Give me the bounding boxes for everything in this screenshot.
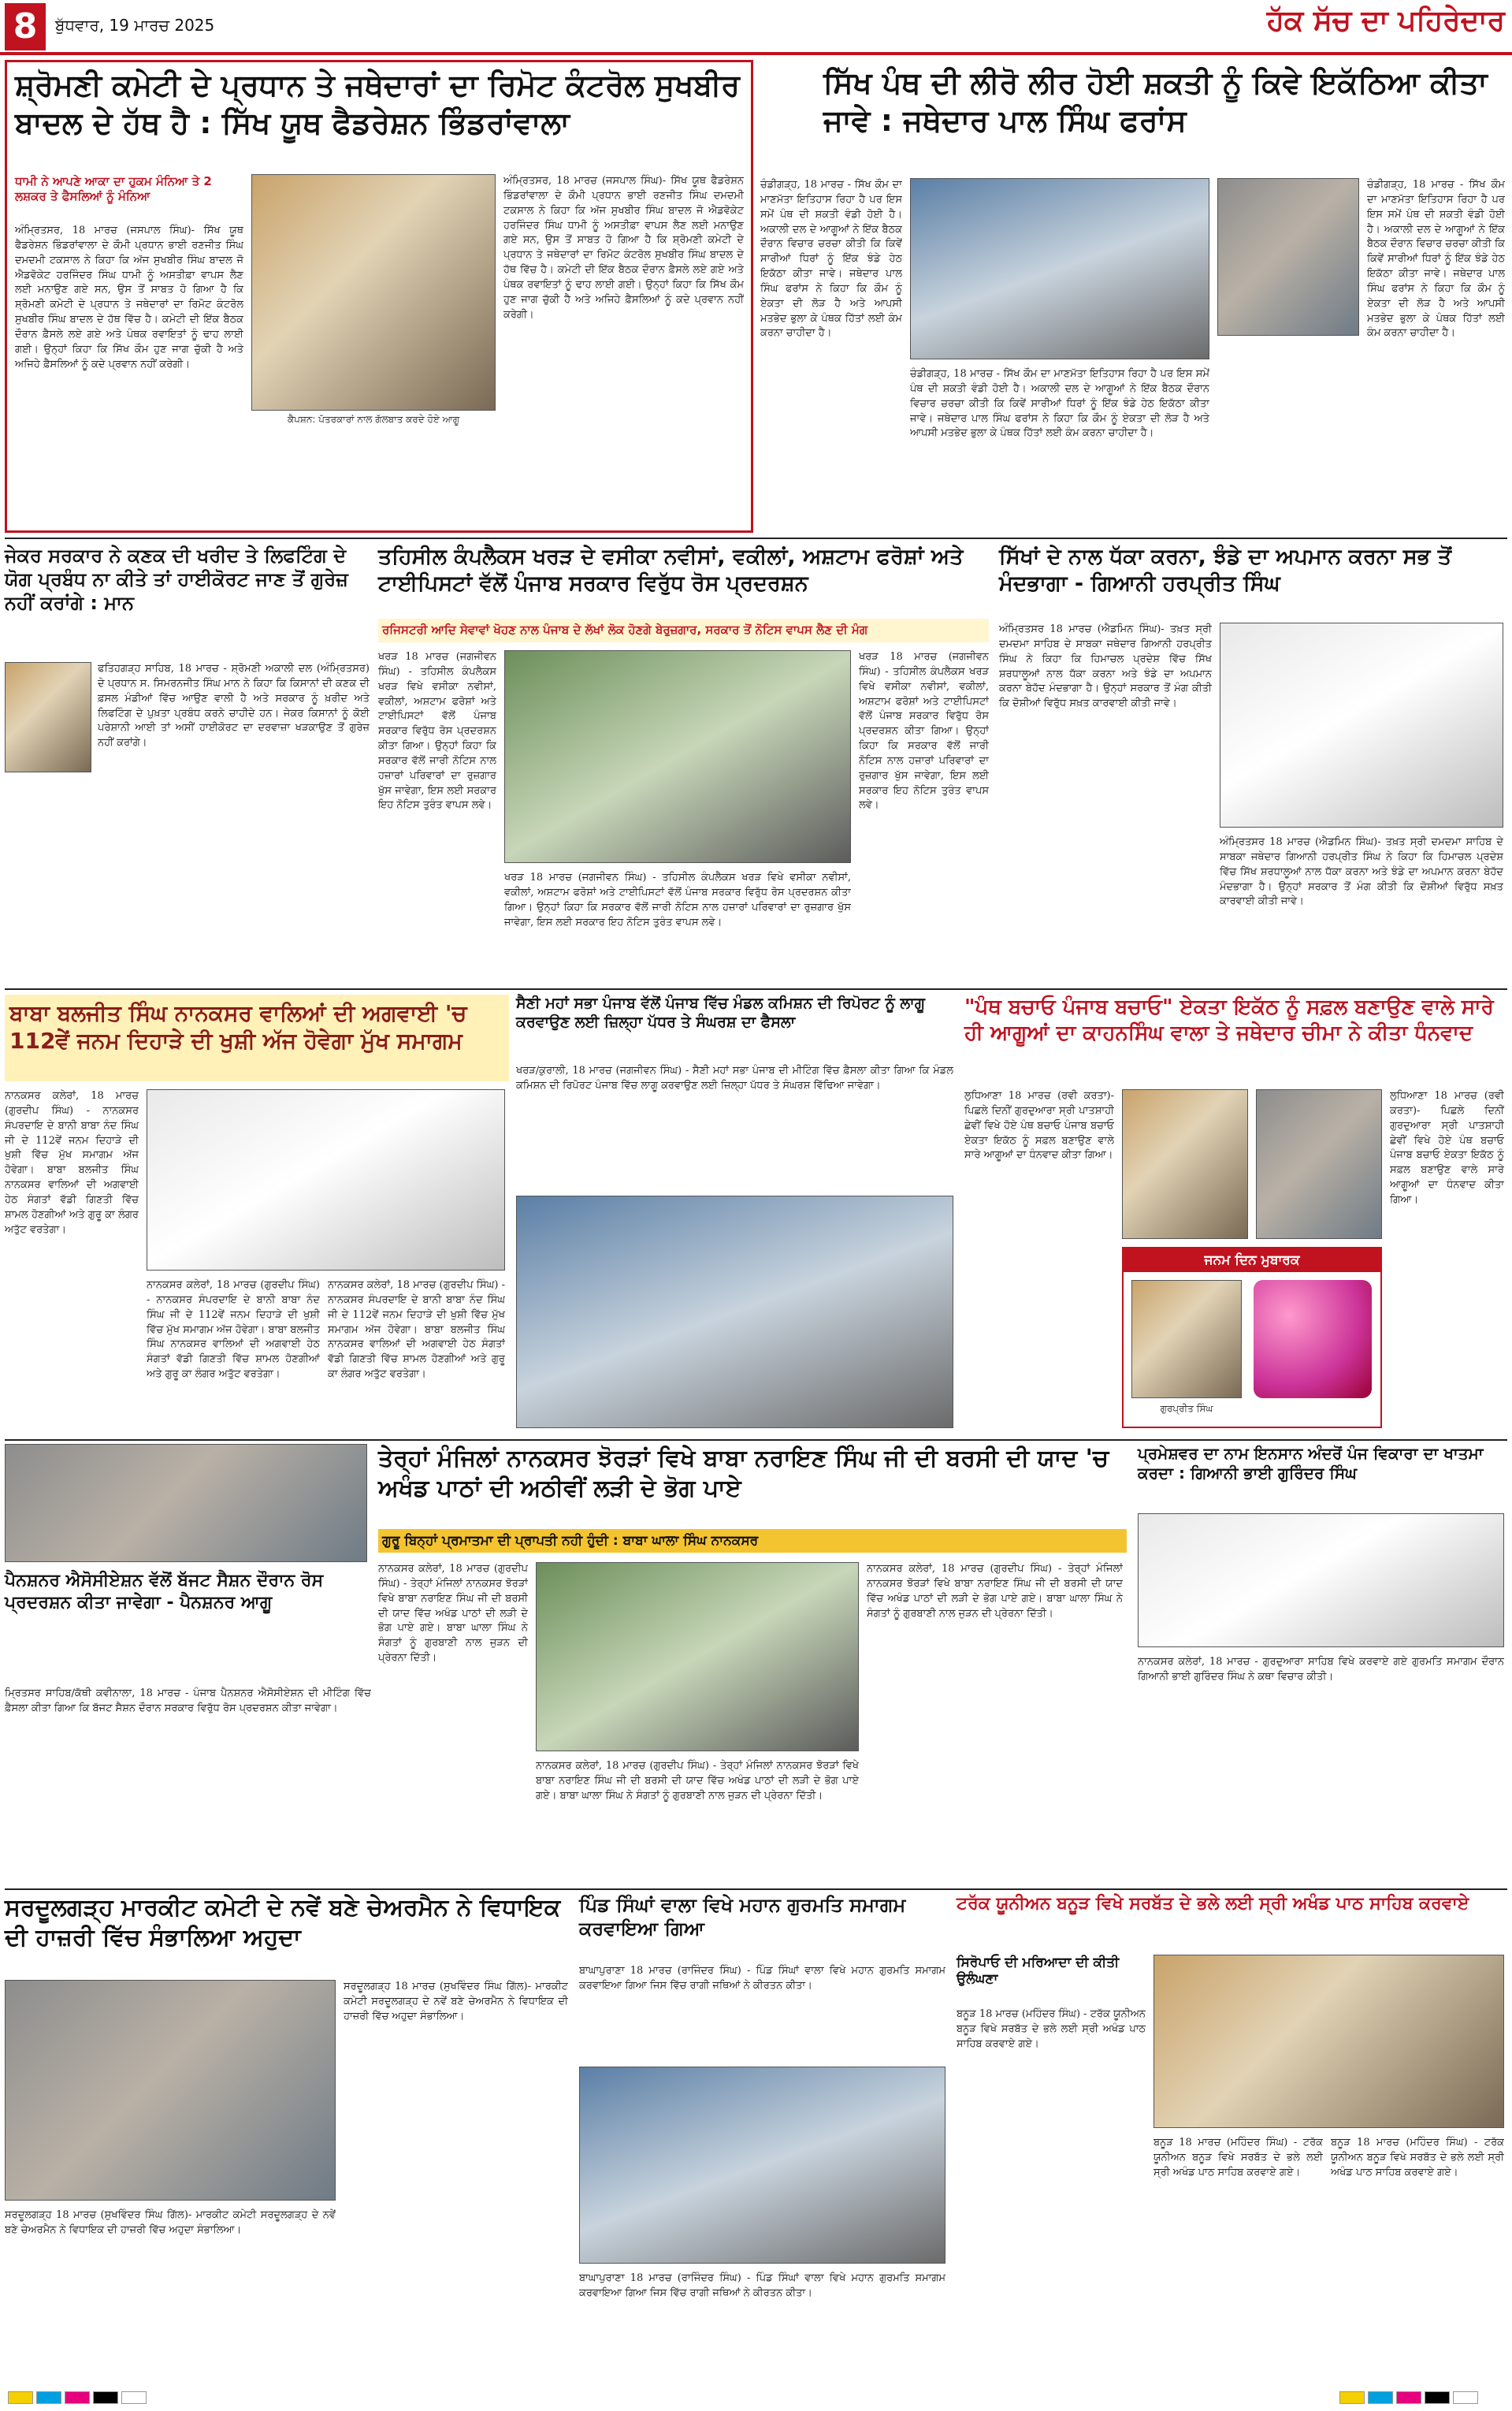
story-photo [147, 1089, 505, 1271]
issue-date: ਬੁੱਧਵਾਰ, 19 ਮਾਰਚ 2025 [55, 16, 215, 35]
story-body: ਖਰੜ 18 ਮਾਰਚ (ਜਗਜੀਵਨ ਸਿੰਘ) - ਤਹਿਸੀਲ ਕੰਪਲੈਕਸ ਖਰੜ ਵਿਖੇ ਵਸੀਕਾ ਨਵੀਸਾਂ, ਵਕੀਲਾਂ, ਅਸ਼ਟਾਮ ਫਰੋਸ਼ਾਂ ਅਤੇ ਟਾਈਪਿਸਟਾਂ ਵੱਲੋਂ ਪੰਜਾਬ ਸਰਕਾਰ ਵਿਰੁੱਧ ਰੋਸ ਪ੍ਰਦਰਸ਼ਨ ਕੀਤਾ ਗਿਆ। ਉਨ੍ਹਾਂ ਕਿਹਾ ਕਿ ਸਰਕਾਰ ਵੱਲੋਂ ਜਾਰੀ ਨੋਟਿਸ ਨਾਲ ਹਜ਼ਾਰਾਂ ਪਰਿਵਾਰਾਂ ਦਾ ਰੁਜ਼ਗਾਰ ਖੁੱਸ ਜਾਵੇਗਾ, ਇਸ ਲਈ ਸਰਕਾਰ ਇਹ ਨੋਟਿਸ ਤੁਰੰਤ ਵਾਪਸ ਲਵੇ। [378, 651, 496, 812]
story-body-col3: ਬਨੂੜ 18 ਮਾਰਚ (ਮਹਿੰਦਰ ਸਿੰਘ) - ਟਰੱਕ ਯੂਨੀਅਨ ਬਨੂੜ ਵਿਖੇ ਸਰਬੱਤ ਦੇ ਭਲੇ ਲਈ ਸ੍ਰੀ ਅਖੰਡ ਪਾਠ ਸਾਹਿਬ ਕਰਵਾਏ ਗਏ। [1331, 2137, 1504, 2178]
kicker: ਧਾਮੀ ਨੇ ਆਪਣੇ ਆਕਾ ਦਾ ਹੁਕਮ ਮੰਨਿਆ ਤੇ 2 ਲਸ਼ਕਰ ਤੇ ਫੈਸਲਿਆਂ ਨੂੰ ਮੰਨਿਆ [15, 174, 212, 203]
story-photo [251, 174, 496, 411]
divider [5, 1439, 1507, 1441]
story-s9 [378, 1444, 1131, 1885]
story-photo [516, 1196, 953, 1428]
headline: ਸਰਦੂਲਗੜ੍ਹ ਮਾਰਕੀਟ ਕਮੇਟੀ ਦੇ ਨਵੇਂ ਬਣੇ ਚੇਅਰਮੈਨ ਨੇ ਵਿਧਾਇਕ ਦੀ ਹਾਜ਼ਰੀ ਵਿੱਚ ਸੰਭਾਲਿਆ ਅਹੁਦਾ [5, 1894, 561, 1951]
color-swatch [1396, 2391, 1421, 2404]
story-photo [1122, 1089, 1248, 1239]
story-body-continued: ਨਾਨਕਸਰ ਕਲੇਰਾਂ, 18 ਮਾਰਚ (ਗੁਰਦੀਪ ਸਿੰਘ) - ਤੇਰ੍ਹਾਂ ਮੰਜਿਲਾਂ ਨਾਨਕਸਰ ਝੋਰੜਾਂ ਵਿਖੇ ਬਾਬਾ ਨਰਾਇਣ ਸਿੰਘ ਜੀ ਦੀ ਬਰਸੀ ਦੀ ਯਾਦ ਵਿੱਚ ਅਖੰਡ ਪਾਠਾਂ ਦੀ ਲੜੀ ਦੇ ਭੋਗ ਪਾਏ ਗਏ। ਬਾਬਾ ਘਾਲਾ ਸਿੰਘ ਨੇ ਸੰਗਤਾਂ ਨੂੰ ਗੁਰਬਾਣੀ ਨਾਲ ਜੁੜਨ ਦੀ ਪ੍ਰੇਰਨਾ ਦਿੱਤੀ। [536, 1760, 859, 1802]
page-number: 8 [5, 3, 46, 50]
headline: ਟਰੱਕ ਯੂਨੀਅਨ ਬਨੂੜ ਵਿਖੇ ਸਰਬੱਤ ਦੇ ਭਲੇ ਲਈ ਸ੍ਰੀ ਅਖੰਡ ਪਾਠ ਸਾਹਿਬ ਕਰਵਾਏ [957, 1894, 1469, 1914]
story-body-col3: ਨਾਨਕਸਰ ਕਲੇਰਾਂ, 18 ਮਾਰਚ (ਗੁਰਦੀਪ ਸਿੰਘ) - ਤੇਰ੍ਹਾਂ ਮੰਜਿਲਾਂ ਨਾਨਕਸਰ ਝੋਰੜਾਂ ਵਿਖੇ ਬਾਬਾ ਨਰਾਇਣ ਸਿੰਘ ਜੀ ਦੀ ਬਰਸੀ ਦੀ ਯਾਦ ਵਿੱਚ ਅਖੰਡ ਪਾਠਾਂ ਦੀ ਲੜੀ ਦੇ ਭੋਗ ਪਾਏ ਗਏ। ਬਾਬਾ ਘਾਲਾ ਸਿੰਘ ਨੇ ਸੰਗਤਾਂ ਨੂੰ ਗੁਰਬਾਣੀ ਨਾਲ ਜੁੜਨ ਦੀ ਪ੍ਰੇਰਨਾ ਦਿੱਤੀ। [867, 1563, 1123, 1620]
story-photo [536, 1562, 859, 1751]
divider [5, 988, 1507, 990]
headline: "ਪੰਥ ਬਚਾਓ ਪੰਜਾਬ ਬਚਾਓ" ਏਕਤਾ ਇਕੱਠ ਨੂੰ ਸਫ਼ਲ ਬਣਾਉਣ ਵਾਲੇ ਸਾਰੇ ਹੀ ਆਗੂਆਂ ਦਾ ਕਾਹਨਸਿੰਘ ਵਾਲਾ ਤੇ ਜਥੇਦਾਰ ਚੀਮਾ ਨੇ ਕੀਤਾ ਧੰਨਵਾਦ [964, 995, 1494, 1045]
story-s14 [957, 1893, 1507, 2366]
headline: ਬਾਬਾ ਬਲਜੀਤ ਸਿੰਘ ਨਾਨਕਸਰ ਵਾਲਿਆਂ ਦੀ ਅਗਵਾਈ 'ਚ 112ਵੇਂ ਜਨਮ ਦਿਹਾੜੇ ਦੀ ਖੁਸ਼ੀ ਅੱਜ ਹੋਵੇਗਾ ਮੁੱਖ ਸਮਾਗਮ [5, 995, 509, 1081]
headline: ਸਿੱਖਾਂ ਦੇ ਨਾਲ ਧੱਕਾ ਕਰਨਾ, ਝੰਡੇ ਦਾ ਅਪਮਾਨ ਕਰਨਾ ਸਭ ਤੋਂ ਮੰਦਭਾਗਾ - ਗਿਆਨੀ ਹਰਪ੍ਰੀਤ ਸਿੰਘ [999, 545, 1452, 596]
story-body: ਬਾਘਾਪੁਰਾਣਾ 18 ਮਾਰਚ (ਰਾਜਿੰਦਰ ਸਿੰਘ) - ਪਿੰਡ ਸਿੰਘਾਂ ਵਾਲਾ ਵਿਖੇ ਮਹਾਨ ਗੁਰਮਤਿ ਸਮਾਗਮ ਕਰਵਾਇਆ ਗਿਆ ਜਿਸ ਵਿੱਚ ਰਾਗੀ ਜਥਿਆਂ ਨੇ ਕੀਰਤਨ ਕੀਤਾ। [579, 1965, 945, 1992]
photo-caption: ਕੈਪਸ਼ਨ: ਪੱਤਰਕਾਰਾਂ ਨਾਲ ਗੱਲਬਾਤ ਕਰਦੇ ਹੋਏ ਆਗੂ [287, 414, 460, 425]
story-body: ਚੰਡੀਗੜ੍ਹ, 18 ਮਾਰਚ - ਸਿੱਖ ਕੌਮ ਦਾ ਮਾਣਮੱਤਾ ਇਤਿਹਾਸ ਰਿਹਾ ਹੈ ਪਰ ਇਸ ਸਮੇਂ ਪੰਥ ਦੀ ਸ਼ਕਤੀ ਵੰਡੀ ਹੋਈ ਹੈ। ਅਕਾਲੀ ਦਲ ਦੇ ਆਗੂਆਂ ਨੇ ਇੱਕ ਬੈਠਕ ਦੌਰਾਨ ਵਿਚਾਰ ਚਰਚਾ ਕੀਤੀ ਕਿ ਕਿਵੇਂ ਸਾਰੀਆਂ ਧਿਰਾਂ ਨੂੰ ਇੱਕ ਝੰਡੇ ਹੇਠ ਇਕੱਠਾ ਕੀਤਾ ਜਾਵੇ। ਜਥੇਦਾਰ ਪਾਲ ਸਿੰਘ ਫਰਾਂਸ ਨੇ ਕਿਹਾ ਕਿ ਕੌਮ ਨੂੰ ਏਕਤਾ ਦੀ ਲੋੜ ਹੈ ਅਤੇ ਆਪਸੀ ਮਤਭੇਦ ਭੁਲਾ ਕੇ ਪੰਥਕ ਹਿੱਤਾਂ ਲਈ ਕੰਮ ਕਰਨਾ ਚਾਹੀਦਾ ਹੈ। [760, 179, 902, 340]
story-body: ਨਾਨਕਸਰ ਕਲੇਰਾਂ, 18 ਮਾਰਚ (ਗੁਰਦੀਪ ਸਿੰਘ) - ਤੇਰ੍ਹਾਂ ਮੰਜਿਲਾਂ ਨਾਨਕਸਰ ਝੋਰੜਾਂ ਵਿਖੇ ਬਾਬਾ ਨਰਾਇਣ ਸਿੰਘ ਜੀ ਦੀ ਬਰਸੀ ਦੀ ਯਾਦ ਵਿੱਚ ਅਖੰਡ ਪਾਠਾਂ ਦੀ ਲੜੀ ਦੇ ਭੋਗ ਪਾਏ ਗਏ। ਬਾਬਾ ਘਾਲਾ ਸਿੰਘ ਨੇ ਸੰਗਤਾਂ ਨੂੰ ਗੁਰਬਾਣੀ ਨਾਲ ਜੁੜਨ ਦੀ ਪ੍ਰੇਰਨਾ ਦਿੱਤੀ। [378, 1563, 528, 1665]
story-s12 [5, 1893, 572, 2366]
birthday-photo [1131, 1280, 1242, 1398]
color-swatch [8, 2391, 33, 2404]
subheadline: ਸਿਰੋਪਾਓ ਦੀ ਮਰਿਆਦਾ ਦੀ ਕੀਤੀ ਉਲੰਘਣਾ [957, 1955, 1120, 1988]
story-body: ਨਾਨਕਸਰ ਕਲੇਰਾਂ, 18 ਮਾਰਚ (ਗੁਰਦੀਪ ਸਿੰਘ) - ਨਾਨਕਸਰ ਸੰਪਰਦਾਇ ਦੇ ਬਾਨੀ ਬਾਬਾ ਨੰਦ ਸਿੰਘ ਜੀ ਦੇ 112ਵੇਂ ਜਨਮ ਦਿਹਾੜੇ ਦੀ ਖੁਸ਼ੀ ਵਿੱਚ ਮੁੱਖ ਸਮਾਗਮ ਅੱਜ ਹੋਵੇਗਾ। ਬਾਬਾ ਬਲਜੀਤ ਸਿੰਘ ਨਾਨਕਸਰ ਵਾਲਿਆਂ ਦੀ ਅਗਵਾਈ ਹੇਠ ਸੰਗਤਾਂ ਵੱਡੀ ਗਿਣਤੀ ਵਿੱਚ ਸ਼ਾਮਲ ਹੋਣਗੀਆਂ ਅਤੇ ਗੁਰੂ ਕਾ ਲੰਗਰ ਅਤੁੱਟ ਵਰਤੇਗਾ। [5, 1090, 139, 1236]
story-body-col3: ਨਾਨਕਸਰ ਕਲੇਰਾਂ, 18 ਮਾਰਚ (ਗੁਰਦੀਪ ਸਿੰਘ) - ਨਾਨਕਸਰ ਸੰਪਰਦਾਇ ਦੇ ਬਾਨੀ ਬਾਬਾ ਨੰਦ ਸਿੰਘ ਜੀ ਦੇ 112ਵੇਂ ਜਨਮ ਦਿਹਾੜੇ ਦੀ ਖੁਸ਼ੀ ਵਿੱਚ ਮੁੱਖ ਸਮਾਗਮ ਅੱਜ ਹੋਵੇਗਾ। ਬਾਬਾ ਬਲਜੀਤ ਸਿੰਘ ਨਾਨਕਸਰ ਵਾਲਿਆਂ ਦੀ ਅਗਵਾਈ ਹੇਠ ਸੰਗਤਾਂ ਵੱਡੀ ਗਿਣਤੀ ਵਿੱਚ ਸ਼ਾਮਲ ਹੋਣਗੀਆਂ ਅਤੇ ਗੁਰੂ ਕਾ ਲੰਗਰ ਅਤੁੱਟ ਵਰਤੇਗਾ। [328, 1279, 505, 1381]
story-body-continued: ਅੰਮ੍ਰਿਤਸਰ, 18 ਮਾਰਚ (ਜਸਪਾਲ ਸਿੰਘ)- ਸਿੱਖ ਯੂਥ ਫੈਡਰੇਸ਼ਨ ਭਿੰਡਰਾਂਵਾਲਾ ਦੇ ਕੌਮੀ ਪ੍ਰਧਾਨ ਭਾਈ ਰਣਜੀਤ ਸਿੰਘ ਦਮਦਮੀ ਟਕਸਾਲ ਨੇ ਕਿਹਾ ਕਿ ਅੱਜ ਸੁਖਬੀਰ ਸਿੰਘ ਬਾਦਲ ਜੋ ਐਡਵੋਕੇਟ ਹਰਜਿੰਦਰ ਸਿੰਘ ਧਾਮੀ ਨੂੰ ਅਸਤੀਫ਼ਾ ਵਾਪਸ ਲੈਣ ਲਈ ਮਨਾਉਣ ਗਏ ਸਨ, ਉਸ ਤੋਂ ਸਾਬਤ ਹੋ ਗਿਆ ਹੈ ਕਿ ਸ਼੍ਰੋਮਣੀ ਕਮੇਟੀ ਦੇ ਪ੍ਰਧਾਨ ਤੇ ਜਥੇਦਾਰਾਂ ਦਾ ਰਿਮੋਟ ਕੰਟਰੋਲ ਸੁਖਬੀਰ ਸਿੰਘ ਬਾਦਲ ਦੇ ਹੱਥ ਵਿੱਚ ਹੈ। ਕਮੇਟੀ ਦੀ ਇੱਕ ਬੈਠਕ ਦੌਰਾਨ ਫ਼ੈਸਲੇ ਲਏ ਗਏ ਅਤੇ ਪੰਥਕ ਰਵਾਇਤਾਂ ਨੂੰ ਢਾਹ ਲਾਈ ਗਈ। ਉਨ੍ਹਾਂ ਕਿਹਾ ਕਿ ਸਿੱਖ ਕੌਮ ਹੁਣ ਜਾਗ ਚੁੱਕੀ ਹੈ ਅਤੇ ਅਜਿਹੇ ਫ਼ੈਸਲਿਆਂ ਨੂੰ ਕਦੇ ਪ੍ਰਵਾਨ ਨਹੀਂ ਕਰੇਗੀ। [503, 175, 744, 321]
masthead [0, 0, 1512, 55]
story-s6 [5, 995, 509, 1436]
divider [5, 1888, 1507, 1890]
story-s11 [1138, 1444, 1507, 1885]
story-photo [910, 178, 1209, 359]
headline: ਤਹਿਸੀਲ ਕੰਪਲੈਕਸ ਖਰੜ ਦੇ ਵਸੀਕਾ ਨਵੀਸਾਂ, ਵਕੀਲਾਂ, ਅਸ਼ਟਾਮ ਫਰੋਸ਼ਾਂ ਅਤੇ ਟਾਈਪਿਸਟਾਂ ਵੱਲੋਂ ਪੰਜਾਬ ਸਰਕਾਰ ਵਿਰੁੱਧ ਰੋਸ ਪ੍ਰਦਰਸ਼ਨ [378, 545, 964, 596]
story-photo [5, 1444, 367, 1562]
story-s1 [5, 60, 753, 533]
story-s5 [999, 544, 1507, 985]
story-body-continued: ਸਰਦੂਲਗੜ੍ਹ 18 ਮਾਰਚ (ਸੁਖਵਿੰਦਰ ਸਿੰਘ ਗਿੱਲ)- ਮਾਰਕੀਟ ਕਮੇਟੀ ਸਰਦੂਲਗੜ੍ਹ ਦੇ ਨਵੇਂ ਬਣੇ ਚੇਅਰਮੈਨ ਨੇ ਵਿਧਾਇਕ ਦੀ ਹਾਜ਼ਰੀ ਵਿੱਚ ਅਹੁਦਾ ਸੰਭਾਲਿਆ। [5, 2209, 336, 2236]
story-photo [1220, 623, 1503, 828]
story-body-continued: ਅੰਮ੍ਰਿਤਸਰ 18 ਮਾਰਚ (ਐਡਮਿਨ ਸਿੰਘ)- ਤਖ਼ਤ ਸ੍ਰੀ ਦਮਦਮਾ ਸਾਹਿਬ ਦੇ ਸਾਬਕਾ ਜਥੇਦਾਰ ਗਿਆਨੀ ਹਰਪ੍ਰੀਤ ਸਿੰਘ ਨੇ ਕਿਹਾ ਕਿ ਹਿਮਾਚਲ ਪ੍ਰਦੇਸ਼ ਵਿੱਚ ਸਿੱਖ ਸ਼ਰਧਾਲੂਆਂ ਨਾਲ ਧੱਕਾ ਕਰਨਾ ਅਤੇ ਝੰਡੇ ਦਾ ਅਪਮਾਨ ਕਰਨਾ ਬੇਹੱਦ ਮੰਦਭਾਗਾ ਹੈ। ਉਨ੍ਹਾਂ ਸਰਕਾਰ ਤੋਂ ਮੰਗ ਕੀਤੀ ਕਿ ਦੋਸ਼ੀਆਂ ਵਿਰੁੱਧ ਸਖ਼ਤ ਕਾਰਵਾਈ ਕੀਤੀ ਜਾਵੇ। [1220, 836, 1503, 908]
headline: ਪੈਨਸ਼ਨਰ ਐਸੋਸੀਏਸ਼ਨ ਵੱਲੋਂ ਬੱਜਟ ਸੈਸ਼ਨ ਦੌਰਾਨ ਰੋਸ ਪ੍ਰਦਰਸ਼ਨ ਕੀਤਾ ਜਾਵੇਗਾ - ਪੈਨਸ਼ਨਰ ਆਗੂ [5, 1571, 324, 1613]
color-strip-right [1339, 2391, 1497, 2402]
subheadline: ਰਜਿਸਟਰੀ ਆਦਿ ਸੇਵਾਵਾਂ ਖੋਹਣ ਨਾਲ ਪੰਜਾਬ ਦੇ ਲੱਖਾਂ ਲੋਕ ਹੋਣਗੇ ਬੇਰੁਜ਼ਗਾਰ, ਸਰਕਾਰ ਤੋਂ ਨੋਟਿਸ ਵਾਪਸ ਲੈਣ ਦੀ ਮੰਗ [378, 619, 989, 642]
subheadline: ਗੁਰੂ ਬਿਨ੍ਹਾਂ ਪ੍ਰਮਾਤਮਾ ਦੀ ਪ੍ਰਾਪਤੀ ਨਹੀ ਹੁੰਦੀ : ਬਾਬਾ ਘਾਲਾ ਸਿੰਘ ਨਾਨਕਸਰ [378, 1529, 1127, 1553]
color-swatch [121, 2391, 147, 2404]
story-s4 [378, 544, 993, 985]
color-swatch [65, 2391, 90, 2404]
story-body-col3: ਖਰੜ 18 ਮਾਰਚ (ਜਗਜੀਵਨ ਸਿੰਘ) - ਤਹਿਸੀਲ ਕੰਪਲੈਕਸ ਖਰੜ ਵਿਖੇ ਵਸੀਕਾ ਨਵੀਸਾਂ, ਵਕੀਲਾਂ, ਅਸ਼ਟਾਮ ਫਰੋਸ਼ਾਂ ਅਤੇ ਟਾਈਪਿਸਟਾਂ ਵੱਲੋਂ ਪੰਜਾਬ ਸਰਕਾਰ ਵਿਰੁੱਧ ਰੋਸ ਪ੍ਰਦਰਸ਼ਨ ਕੀਤਾ ਗਿਆ। ਉਨ੍ਹਾਂ ਕਿਹਾ ਕਿ ਸਰਕਾਰ ਵੱਲੋਂ ਜਾਰੀ ਨੋਟਿਸ ਨਾਲ ਹਜ਼ਾਰਾਂ ਪਰਿਵਾਰਾਂ ਦਾ ਰੁਜ਼ਗਾਰ ਖੁੱਸ ਜਾਵੇਗਾ, ਇਸ ਲਈ ਸਰਕਾਰ ਇਹ ਨੋਟਿਸ ਤੁਰੰਤ ਵਾਪਸ ਲਵੇ। [859, 651, 989, 812]
story-body: ਫਤਿਹਗੜ੍ਹ ਸਾਹਿਬ, 18 ਮਾਰਚ - ਸ਼੍ਰੋਮਣੀ ਅਕਾਲੀ ਦਲ (ਅੰਮ੍ਰਿਤਸਰ) ਦੇ ਪ੍ਰਧਾਨ ਸ. ਸਿਮਰਨਜੀਤ ਸਿੰਘ ਮਾਨ ਨੇ ਕਿਹਾ ਕਿ ਕਿਸਾਨਾਂ ਦੀ ਕਣਕ ਦੀ ਫ਼ਸਲ ਮੰਡੀਆਂ ਵਿੱਚ ਆਉਣ ਵਾਲੀ ਹੈ ਅਤੇ ਸਰਕਾਰ ਨੂੰ ਖ਼ਰੀਦ ਅਤੇ ਲਿਫਟਿੰਗ ਦੇ ਪੁਖ਼ਤਾ ਪ੍ਰਬੰਧ ਕਰਨੇ ਚਾਹੀਦੇ ਹਨ। ਜੇਕਰ ਕਿਸਾਨਾਂ ਨੂੰ ਕੋਈ ਪਰੇਸ਼ਾਨੀ ਆਈ ਤਾਂ ਅਸੀਂ ਹਾਈਕੋਰਟ ਦਾ ਦਰਵਾਜ਼ਾ ਖੜਕਾਉਣ ਤੋਂ ਗੁਰੇਜ਼ ਨਹੀਂ ਕਰਾਂਗੇ। [98, 663, 370, 750]
story-photo [1138, 1513, 1504, 1647]
headline: ਪ੍ਰਮੇਸ਼ਵਰ ਦਾ ਨਾਮ ਇਨਸਾਨ ਅੰਦਰੋਂ ਪੰਜ ਵਿਕਾਰਾ ਦਾ ਖਾਤਮਾ ਕਰਦਾ : ਗਿਆਨੀ ਭਾਈ ਗੁਰਿੰਦਰ ਸਿੰਘ [1138, 1444, 1484, 1483]
color-swatch [1453, 2391, 1478, 2404]
birthday-box [1122, 1247, 1382, 1428]
story-body-continued: ਚੰਡੀਗੜ੍ਹ, 18 ਮਾਰਚ - ਸਿੱਖ ਕੌਮ ਦਾ ਮਾਣਮੱਤਾ ਇਤਿਹਾਸ ਰਿਹਾ ਹੈ ਪਰ ਇਸ ਸਮੇਂ ਪੰਥ ਦੀ ਸ਼ਕਤੀ ਵੰਡੀ ਹੋਈ ਹੈ। ਅਕਾਲੀ ਦਲ ਦੇ ਆਗੂਆਂ ਨੇ ਇੱਕ ਬੈਠਕ ਦੌਰਾਨ ਵਿਚਾਰ ਚਰਚਾ ਕੀਤੀ ਕਿ ਕਿਵੇਂ ਸਾਰੀਆਂ ਧਿਰਾਂ ਨੂੰ ਇੱਕ ਝੰਡੇ ਹੇਠ ਇਕੱਠਾ ਕੀਤਾ ਜਾਵੇ। ਜਥੇਦਾਰ ਪਾਲ ਸਿੰਘ ਫਰਾਂਸ ਨੇ ਕਿਹਾ ਕਿ ਕੌਮ ਨੂੰ ਏਕਤਾ ਦੀ ਲੋੜ ਹੈ ਅਤੇ ਆਪਸੀ ਮਤਭੇਦ ਭੁਲਾ ਕੇ ਪੰਥਕ ਹਿੱਤਾਂ ਲਈ ਕੰਮ ਕਰਨਾ ਚਾਹੀਦਾ ਹੈ। [910, 368, 1209, 440]
story-photo [5, 662, 91, 772]
story-body: ਸਰਦੂਲਗੜ੍ਹ 18 ਮਾਰਚ (ਸੁਖਵਿੰਦਰ ਸਿੰਘ ਗਿੱਲ)- ਮਾਰਕੀਟ ਕਮੇਟੀ ਸਰਦੂਲਗੜ੍ਹ ਦੇ ਨਵੇਂ ਬਣੇ ਚੇਅਰਮੈਨ ਨੇ ਵਿਧਾਇਕ ਦੀ ਹਾਜ਼ਰੀ ਵਿੱਚ ਅਹੁਦਾ ਸੰਭਾਲਿਆ। [344, 1981, 568, 2022]
headline: ਸੈਣੀ ਮਹਾਂ ਸਭਾ ਪੰਜਾਬ ਵੱਲੋਂ ਪੰਜਾਬ ਵਿੱਚ ਮੰਡਲ ਕਮਿਸ਼ਨ ਦੀ ਰਿਪੋਰਟ ਨੂੰ ਲਾਗੂ ਕਰਵਾਉਣ ਲਈ ਜ਼ਿਲ੍ਹਾ ਪੱਧਰ ਤੇ ਸੰਘਰਸ਼ ਦਾ ਫੈਸਲਾ [516, 995, 925, 1031]
story-body-continued: ਨਾਨਕਸਰ ਕਲੇਰਾਂ, 18 ਮਾਰਚ (ਗੁਰਦੀਪ ਸਿੰਘ) - ਨਾਨਕਸਰ ਸੰਪਰਦਾਇ ਦੇ ਬਾਨੀ ਬਾਬਾ ਨੰਦ ਸਿੰਘ ਜੀ ਦੇ 112ਵੇਂ ਜਨਮ ਦਿਹਾੜੇ ਦੀ ਖੁਸ਼ੀ ਵਿੱਚ ਮੁੱਖ ਸਮਾਗਮ ਅੱਜ ਹੋਵੇਗਾ। ਬਾਬਾ ਬਲਜੀਤ ਸਿੰਘ ਨਾਨਕਸਰ ਵਾਲਿਆਂ ਦੀ ਅਗਵਾਈ ਹੇਠ ਸੰਗਤਾਂ ਵੱਡੀ ਗਿਣਤੀ ਵਿੱਚ ਸ਼ਾਮਲ ਹੋਣਗੀਆਂ ਅਤੇ ਗੁਰੂ ਕਾ ਲੰਗਰ ਅਤੁੱਟ ਵਰਤੇਗਾ। [147, 1279, 320, 1381]
story-s10-body: ਮ੍ਰਿਤਸਰ ਸਾਹਿਬ/ਕੱਥੀ ਕਵੀਨਾਲਾ, 18 ਮਾਰਚ - ਪੰਜਾਬ ਪੈਨਸ਼ਨਰ ਐਸੋਸੀਏਸ਼ਨ ਦੀ ਮੀਟਿੰਗ ਵਿੱਚ ਫ਼ੈਸਲਾ ਕੀਤਾ ਗਿਆ ਕਿ ਬੱਜਟ ਸੈਸ਼ਨ ਦੌਰਾਨ ਸਰਕਾਰ ਵਿਰੁੱਧ ਰੋਸ ਪ੍ਰਦਰਸ਼ਨ ਕੀਤਾ ਜਾਵੇਗਾ। [5, 1687, 371, 1714]
story-body: ਬਨੂੜ 18 ਮਾਰਚ (ਮਹਿੰਦਰ ਸਿੰਘ) - ਟਰੱਕ ਯੂਨੀਅਨ ਬਨੂੜ ਵਿਖੇ ਸਰਬੱਤ ਦੇ ਭਲੇ ਲਈ ਸ੍ਰੀ ਅਖੰਡ ਪਾਠ ਸਾਹਿਬ ਕਰਵਾਏ ਗਏ। [957, 2008, 1146, 2050]
color-swatch [36, 2391, 61, 2404]
story-body: ਨਾਨਕਸਰ ਕਲੇਰਾਂ, 18 ਮਾਰਚ - ਗੁਰਦੁਆਰਾ ਸਾਹਿਬ ਵਿਖੇ ਕਰਵਾਏ ਗਏ ਗੁਰਮਤਿ ਸਮਾਗਮ ਦੌਰਾਨ ਗਿਆਨੀ ਭਾਈ ਗੁਰਿੰਦਰ ਸਿੰਘ ਨੇ ਕਥਾ ਵਿਚਾਰ ਕੀਤੀ। [1138, 1656, 1504, 1683]
headline: ਜੇਕਰ ਸਰਕਾਰ ਨੇ ਕਣਕ ਦੀ ਖਰੀਦ ਤੇ ਲਿਫਟਿੰਗ ਦੇ ਯੋਗ ਪ੍ਰਬੰਧ ਨਾ ਕੀਤੇ ਤਾਂ ਹਾਈਕੋਰਟ ਜਾਣ ਤੋਂ ਗੁਰੇਜ਼ ਨਹੀਂ ਕਰਾਂਗੇ : ਮਾਨ [5, 545, 348, 614]
story-body: ਖਰੜ/ਕੁਰਾਲੀ, 18 ਮਾਰਚ (ਜਗਜੀਵਨ ਸਿੰਘ) - ਸੈਣੀ ਮਹਾਂ ਸਭਾ ਪੰਜਾਬ ਦੀ ਮੀਟਿੰਗ ਵਿੱਚ ਫ਼ੈਸਲਾ ਕੀਤਾ ਗਿਆ ਕਿ ਮੰਡਲ ਕਮਿਸ਼ਨ ਦੀ ਰਿਪੋਰਟ ਪੰਜਾਬ ਵਿੱਚ ਲਾਗੂ ਕਰਵਾਉਣ ਲਈ ਜ਼ਿਲ੍ਹਾ ਪੱਧਰ ਤੇ ਸੰਘਰਸ਼ ਵਿੱਢਿਆ ਜਾਵੇਗਾ। [516, 1065, 953, 1092]
story-s3 [5, 544, 371, 985]
masthead-rule [0, 52, 1512, 55]
color-swatch [1368, 2391, 1393, 2404]
story-s7 [516, 995, 957, 1436]
story-body-continued: ਬਨੂੜ 18 ਮਾਰਚ (ਮਹਿੰਦਰ ਸਿੰਘ) - ਟਰੱਕ ਯੂਨੀਅਨ ਬਨੂੜ ਵਿਖੇ ਸਰਬੱਤ ਦੇ ਭਲੇ ਲਈ ਸ੍ਰੀ ਅਖੰਡ ਪਾਠ ਸਾਹਿਬ ਕਰਵਾਏ ਗਏ। [1154, 2137, 1323, 2178]
story-photo [504, 650, 851, 863]
story-s13 [579, 1893, 949, 2366]
color-swatch [93, 2391, 118, 2404]
story-s10 [5, 1444, 371, 1680]
headline: ਪਿੰਡ ਸਿੰਘਾਂ ਵਾਲਾ ਵਿਖੇ ਮਹਾਨ ਗੁਰਮਤਿ ਸਮਾਗਮ ਕਰਵਾਇਆ ਗਿਆ [579, 1894, 906, 1940]
headline: ਸਿੱਖ ਪੰਥ ਦੀ ਲੀਰੋ ਲੀਰ ਹੋਈ ਸ਼ਕਤੀ ਨੂੰ ਕਿਵੇ ਇਕੱਠਿਆ ਕੀਤਾ ਜਾਵੇ : ਜਥੇਦਾਰ ਪਾਲ ਸਿੰਘ ਫਰਾਂਸ [823, 65, 1488, 138]
story-body-continued: ਖਰੜ 18 ਮਾਰਚ (ਜਗਜੀਵਨ ਸਿੰਘ) - ਤਹਿਸੀਲ ਕੰਪਲੈਕਸ ਖਰੜ ਵਿਖੇ ਵਸੀਕਾ ਨਵੀਸਾਂ, ਵਕੀਲਾਂ, ਅਸ਼ਟਾਮ ਫਰੋਸ਼ਾਂ ਅਤੇ ਟਾਈਪਿਸਟਾਂ ਵੱਲੋਂ ਪੰਜਾਬ ਸਰਕਾਰ ਵਿਰੁੱਧ ਰੋਸ ਪ੍ਰਦਰਸ਼ਨ ਕੀਤਾ ਗਿਆ। ਉਨ੍ਹਾਂ ਕਿਹਾ ਕਿ ਸਰਕਾਰ ਵੱਲੋਂ ਜਾਰੀ ਨੋਟਿਸ ਨਾਲ ਹਜ਼ਾਰਾਂ ਪਰਿਵਾਰਾਂ ਦਾ ਰੁਜ਼ਗਾਰ ਖੁੱਸ ਜਾਵੇਗਾ, ਇਸ ਲਈ ਸਰਕਾਰ ਇਹ ਨੋਟਿਸ ਤੁਰੰਤ ਵਾਪਸ ਲਵੇ। [504, 872, 851, 928]
birthday-name: ਗੁਰਪ੍ਰੀਤ ਸਿੰਘ [1160, 1403, 1213, 1414]
headline: ਸ਼੍ਰੋਮਣੀ ਕਮੇਟੀ ਦੇ ਪ੍ਰਧਾਨ ਤੇ ਜਥੇਦਾਰਾਂ ਦਾ ਰਿਮੋਟ ਕੰਟਰੋਲ ਸੁਖਬੀਰ ਬਾਦਲ ਦੇ ਹੱਥ ਹੈ : ਸਿੱਖ ਯੂਥ ਫੈਡਰੇਸ਼ਨ ਭਿੰਡਰਾਂਵਾਲਾ [15, 68, 740, 140]
story-s2 [760, 60, 1507, 533]
print-color-strip [0, 2388, 1512, 2405]
color-swatch [1339, 2391, 1365, 2404]
story-photo-2 [1256, 1089, 1382, 1239]
story-photo-2 [1217, 178, 1359, 336]
birthday-title: ਜਨਮ ਦਿਨ ਮੁਬਾਰਕ [1124, 1248, 1380, 1272]
story-body-continued: ਲੁਧਿਆਣਾ 18 ਮਾਰਚ (ਰਵੀ ਕਰਤਾ)- ਪਿਛਲੇ ਦਿਨੀਂ ਗੁਰਦੁਆਰਾ ਸ੍ਰੀ ਪਾਤਸ਼ਾਹੀ ਛੇਵੀਂ ਵਿਖੇ ਹੋਏ ਪੰਥ ਬਚਾਓ ਪੰਜਾਬ ਬਚਾਓ ਏਕਤਾ ਇਕੱਠ ਨੂੰ ਸਫ਼ਲ ਬਣਾਉਣ ਵਾਲੇ ਸਾਰੇ ਆਗੂਆਂ ਦਾ ਧੰਨਵਾਦ ਕੀਤਾ ਗਿਆ। [1390, 1090, 1504, 1206]
story-photo [5, 1980, 336, 2201]
divider [5, 538, 1507, 539]
color-strip-left [8, 2391, 165, 2402]
story-photo [1154, 1955, 1504, 2128]
story-body: ਅੰਮ੍ਰਿਤਸਰ, 18 ਮਾਰਚ (ਜਸਪਾਲ ਸਿੰਘ)- ਸਿੱਖ ਯੂਥ ਫੈਡਰੇਸ਼ਨ ਭਿੰਡਰਾਂਵਾਲਾ ਦੇ ਕੌਮੀ ਪ੍ਰਧਾਨ ਭਾਈ ਰਣਜੀਤ ਸਿੰਘ ਦਮਦਮੀ ਟਕਸਾਲ ਨੇ ਕਿਹਾ ਕਿ ਅੱਜ ਸੁਖਬੀਰ ਸਿੰਘ ਬਾਦਲ ਜੋ ਐਡਵੋਕੇਟ ਹਰਜਿੰਦਰ ਸਿੰਘ ਧਾਮੀ ਨੂੰ ਅਸਤੀਫ਼ਾ ਵਾਪਸ ਲੈਣ ਲਈ ਮਨਾਉਣ ਗਏ ਸਨ, ਉਸ ਤੋਂ ਸਾਬਤ ਹੋ ਗਿਆ ਹੈ ਕਿ ਸ਼੍ਰੋਮਣੀ ਕਮੇਟੀ ਦੇ ਪ੍ਰਧਾਨ ਤੇ ਜਥੇਦਾਰਾਂ ਦਾ ਰਿਮੋਟ ਕੰਟਰੋਲ ਸੁਖਬੀਰ ਸਿੰਘ ਬਾਦਲ ਦੇ ਹੱਥ ਵਿੱਚ ਹੈ। ਕਮੇਟੀ ਦੀ ਇੱਕ ਬੈਠਕ ਦੌਰਾਨ ਫ਼ੈਸਲੇ ਲਏ ਗਏ ਅਤੇ ਪੰਥਕ ਰਵਾਇਤਾਂ ਨੂੰ ਢਾਹ ਲਾਈ ਗਈ। ਉਨ੍ਹਾਂ ਕਿਹਾ ਕਿ ਸਿੱਖ ਕੌਮ ਹੁਣ ਜਾਗ ਚੁੱਕੀ ਹੈ ਅਤੇ ਅਜਿਹੇ ਫ਼ੈਸਲਿਆਂ ਨੂੰ ਕਦੇ ਪ੍ਰਵਾਨ ਨਹੀਂ ਕਰੇਗੀ। [15, 225, 243, 370]
story-body-continued: ਬਾਘਾਪੁਰਾਣਾ 18 ਮਾਰਚ (ਰਾਜਿੰਦਰ ਸਿੰਘ) - ਪਿੰਡ ਸਿੰਘਾਂ ਵਾਲਾ ਵਿਖੇ ਮਹਾਨ ਗੁਰਮਤਿ ਸਮਾਗਮ ਕਰਵਾਇਆ ਗਿਆ ਜਿਸ ਵਿੱਚ ਰਾਗੀ ਜਥਿਆਂ ਨੇ ਕੀਰਤਨ ਕੀਤਾ। [579, 2272, 945, 2299]
paper-name: ਹੱਕ ਸੱਚ ਦਾ ਪਹਿਰੇਦਾਰ [1266, 5, 1505, 37]
story-photo [579, 2067, 945, 2264]
headline: ਤੇਰ੍ਹਾਂ ਮੰਜਿਲਾਂ ਨਾਨਕਸਰ ਝੋਰੜਾਂ ਵਿਖੇ ਬਾਬਾ ਨਰਾਇਣ ਸਿੰਘ ਜੀ ਦੀ ਬਰਸੀ ਦੀ ਯਾਦ 'ਚ ਅਖੰਡ ਪਾਠਾਂ ਦੀ ਅਠੀਵੀਂ ਲੜੀ ਦੇ ਭੋਗ ਪਾਏ [378, 1445, 1109, 1502]
story-s8 [964, 995, 1507, 1436]
balloons-icon [1254, 1280, 1372, 1398]
story-body: ਲੁਧਿਆਣਾ 18 ਮਾਰਚ (ਰਵੀ ਕਰਤਾ)- ਪਿਛਲੇ ਦਿਨੀਂ ਗੁਰਦੁਆਰਾ ਸ੍ਰੀ ਪਾਤਸ਼ਾਹੀ ਛੇਵੀਂ ਵਿਖੇ ਹੋਏ ਪੰਥ ਬਚਾਓ ਪੰਜਾਬ ਬਚਾਓ ਏਕਤਾ ਇਕੱਠ ਨੂੰ ਸਫ਼ਲ ਬਣਾਉਣ ਵਾਲੇ ਸਾਰੇ ਆਗੂਆਂ ਦਾ ਧੰਨਵਾਦ ਕੀਤਾ ਗਿਆ। [964, 1090, 1114, 1162]
story-body-col3: ਚੰਡੀਗੜ੍ਹ, 18 ਮਾਰਚ - ਸਿੱਖ ਕੌਮ ਦਾ ਮਾਣਮੱਤਾ ਇਤਿਹਾਸ ਰਿਹਾ ਹੈ ਪਰ ਇਸ ਸਮੇਂ ਪੰਥ ਦੀ ਸ਼ਕਤੀ ਵੰਡੀ ਹੋਈ ਹੈ। ਅਕਾਲੀ ਦਲ ਦੇ ਆਗੂਆਂ ਨੇ ਇੱਕ ਬੈਠਕ ਦੌਰਾਨ ਵਿਚਾਰ ਚਰਚਾ ਕੀਤੀ ਕਿ ਕਿਵੇਂ ਸਾਰੀਆਂ ਧਿਰਾਂ ਨੂੰ ਇੱਕ ਝੰਡੇ ਹੇਠ ਇਕੱਠਾ ਕੀਤਾ ਜਾਵੇ। ਜਥੇਦਾਰ ਪਾਲ ਸਿੰਘ ਫਰਾਂਸ ਨੇ ਕਿਹਾ ਕਿ ਕੌਮ ਨੂੰ ਏਕਤਾ ਦੀ ਲੋੜ ਹੈ ਅਤੇ ਆਪਸੀ ਮਤਭੇਦ ਭੁਲਾ ਕੇ ਪੰਥਕ ਹਿੱਤਾਂ ਲਈ ਕੰਮ ਕਰਨਾ ਚਾਹੀਦਾ ਹੈ। [1367, 179, 1505, 340]
color-swatch [1425, 2391, 1450, 2404]
story-body: ਅੰਮ੍ਰਿਤਸਰ 18 ਮਾਰਚ (ਐਡਮਿਨ ਸਿੰਘ)- ਤਖ਼ਤ ਸ੍ਰੀ ਦਮਦਮਾ ਸਾਹਿਬ ਦੇ ਸਾਬਕਾ ਜਥੇਦਾਰ ਗਿਆਨੀ ਹਰਪ੍ਰੀਤ ਸਿੰਘ ਨੇ ਕਿਹਾ ਕਿ ਹਿਮਾਚਲ ਪ੍ਰਦੇਸ਼ ਵਿੱਚ ਸਿੱਖ ਸ਼ਰਧਾਲੂਆਂ ਨਾਲ ਧੱਕਾ ਕਰਨਾ ਅਤੇ ਝੰਡੇ ਦਾ ਅਪਮਾਨ ਕਰਨਾ ਬੇਹੱਦ ਮੰਦਭਾਗਾ ਹੈ। ਉਨ੍ਹਾਂ ਸਰਕਾਰ ਤੋਂ ਮੰਗ ਕੀਤੀ ਕਿ ਦੋਸ਼ੀਆਂ ਵਿਰੁੱਧ ਸਖ਼ਤ ਕਾਰਵਾਈ ਕੀਤੀ ਜਾਵੇ। [999, 623, 1212, 710]
